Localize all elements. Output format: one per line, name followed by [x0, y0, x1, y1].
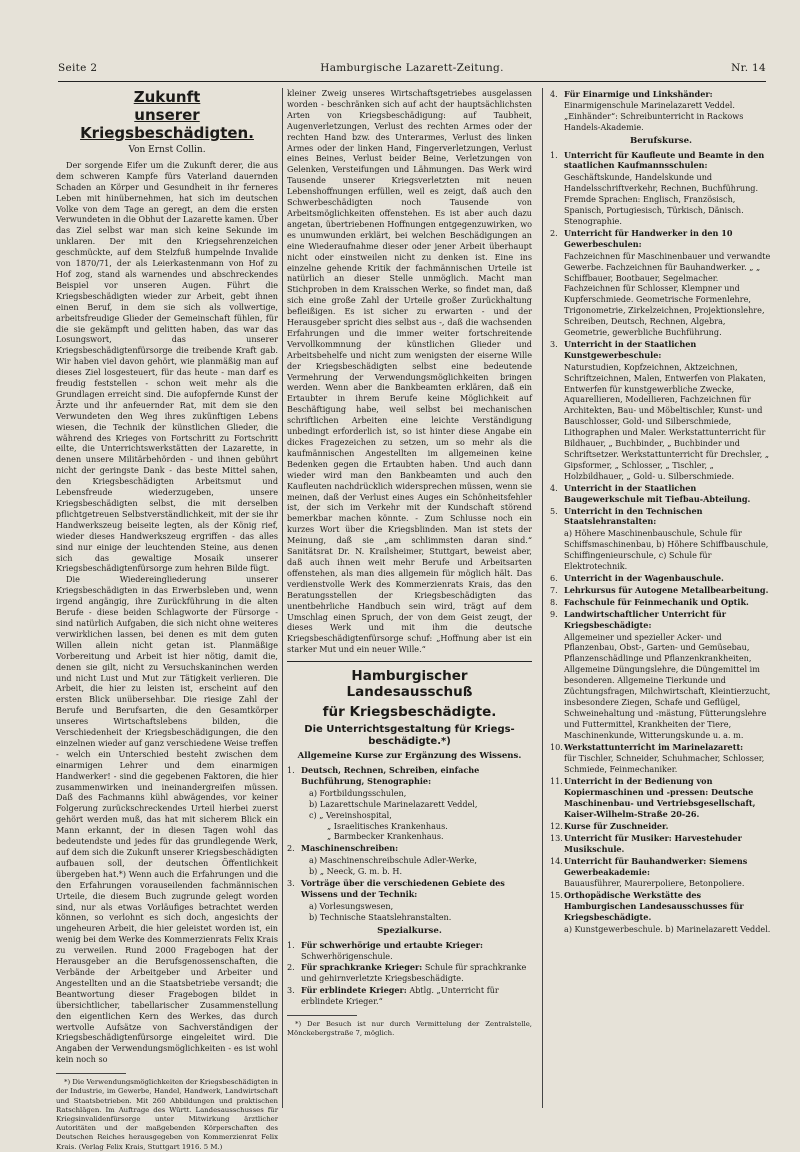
- course-item: 11. Unterricht in der Bedienung von Kopiermaschinen und -pressen: Deutsche Maschinenbau- und Vertriebsgesellschaft, Kaiser-Wilhelm-Straße 20-26.: [550, 776, 756, 819]
- course-line: b) „ Neeck, G. m. b. H.: [309, 866, 403, 877]
- course-item: 6. Unterricht in der Wagenbauschule.: [550, 572, 724, 583]
- course-item: 1. Deutsch, Rechnen, Schreiben, einfache Buchführung, Stenographie:: [287, 765, 480, 786]
- footnote: *) Der Besuch ist nur durch Vermittelung der Zentralstelle, Mönckebergstraße 7, möglich.: [287, 1020, 532, 1038]
- page-header: [58, 62, 766, 78]
- course-line: c) „ Vereinshospital,: [309, 809, 392, 820]
- course-line: b) Lazarettschule Marinelazarett Veddel,: [309, 798, 478, 809]
- header-rule: [58, 81, 766, 82]
- course-item: 5. Unterricht in den Technischen Staatslehranstalten:: [550, 505, 703, 527]
- column-divider: [542, 88, 543, 1108]
- footnote-rule: [56, 1073, 126, 1074]
- course-line: a) Vorlesungswesen,: [309, 900, 394, 911]
- course-item: 4. Für Einarmige und Linkshänder: Einarmigenschule Marinelazarett Veddel. „Einhänder“: Schreibunterricht in Rackows Handels-Akademie.: [550, 89, 744, 132]
- course-line: a) Maschinenschreibschule Adler-Werke,: [309, 855, 477, 866]
- course-line: „ Barmbecker Krankenhaus.: [327, 831, 444, 842]
- course-detail: Naturstudien, Kopfzeichnen, Aktzeichnen, Schriftzeichnen, Malen, Entwerfen von Plakaten, Entwerfen für kunstgewerbliche Zwecke, Aquarellieren, Modellieren, Fachzeichnen für Architekten, Bau- und Möbeltischler, Kunst- und Bauschlosser, Gold- und Silberschmiede, Lithographen und Maler. Werkstattunterricht für Bildhauer, „ Buchbinder, „ Buchbinder und Schriftsetzer. Werkstattunterricht für Drechsler, „ Gipsformer, „ Schlosser, „ Tischler, „ Holzbildhauer, „ Gold- u. Silberschmiede.: [564, 361, 770, 481]
- course-item: 8. Fachschule für Feinmechanik und Optik.: [550, 596, 749, 607]
- article-title: Hamburgischer Landesausschuß: [346, 668, 473, 701]
- course-item: 2. Für sprachkranke Krieger: Schule für sprachkranke und gehirnverletzte Kriegsbeschädigte.: [287, 962, 527, 984]
- column-3: [550, 88, 772, 1108]
- article-subtitle: beschädigte.*): [368, 736, 451, 748]
- course-item: 9. Landwirtschaftlicher Unterricht für Kriegsbeschädigte:: [550, 608, 726, 630]
- course-item: 7. Lehrkursus für Autogene Metallbearbeitung.: [550, 584, 769, 595]
- article-paragraph: Die Wiedereingliederung unserer Kriegsbeschädigten in das Erwerbsleben und, wenn irgend angängig, ihre Zurückführung in die alten Berufe - diese beiden Schlagworte der Fürsorge - sind natürlich Aufgaben, die sich nicht ohne weiteres verwirklichen lassen, bei denen es mit dem guten Willen allein nicht getan ist. Planmäßige Vorbereitung und Arbeit ist hier nötig, damit die, denen sie gilt, nicht zu Versuchskaninchen werden und nicht Lust und Mut zur Tätigkeit verlieren. Die Arbeit, die hier zu leisten ist, erscheint auf den ersten Blick unübersehbar. Die riesige Zahl der Berufe und Berufsarten, die den Gesamtkörper unseres Wirtschaftslebens bilden, die Verschiedenheit der Kriegsbeschädigungen, die den einzelnen wieder auf ganz verschiedene Weise treffen - welch ein Unterschied besteht zwischen dem einarmigen Lehrer und dem einarmigen Handwerker! - sind die gegebenen Faktoren, die hier zusammenwirken und ineinandergreifen müssen. Daß des Fachmanns kühl abwägendes, vor keiner Folgerung zurückschreckendes Urteil hierbei zuerst gehört werden muß, das hat mit sicherem Blick ein Mann erkannt, der in diesen Tagen wohl das bedeutendste und jedes für das grundlegende Werk, auf dem sich die Zukunft unserer Kriegsbeschädigten aufbauen soll, der deutschen Öffentlichkeit übergeben hat.*) Wenn auch die Erfahrungen und die den Erfahrungen vorauseilenden fachmännischen Urteile, die diesem Buch zugrunde gelegt worden sind, nur als etwas Vorläufiges betrachtet werden können, so verlohnt es sich doch, angesichts der ungeheuren Arbeit, die hier geleistet worden ist, ein wenig bei dem Werke des Kommerzienrats Felix Krais zu verweilen. Rund 2000 Fragebogen hat der Herausgeber an die Berufsgenossenschaften, die Verbände der Arbeitgeber und Arbeiter und Angestellten und an die Staatsbetriebe versandt; die Beantwortung dieser Fragebogen bildet in übersichtlicher, tabellarischer Zusammenstellung den eigentlichen Kern des Werkes, das durch wertvolle Aufsätze von Sachverständigen der Kriegsbeschädigtenfürsorge eingeleitet wird. Die Angaben der Verwendungsmöglichkeiten - es ist wohl kein noch so: [56, 574, 278, 1065]
- issue-number: Nr. 14: [731, 62, 766, 74]
- article-subtitle: Die Unterrichtsgestaltung für Kriegs-: [304, 724, 515, 736]
- article-title: unserer Kriegsbeschädigten.: [80, 106, 254, 142]
- column-divider: [282, 88, 283, 1108]
- course-item: 2. Maschinenschreiben:: [287, 843, 399, 854]
- course-item: 2. Unterricht für Handwerker in den 10 Gewerbeschulen:: [550, 227, 733, 249]
- section-heading: Allgemeine Kurse zur Ergänzung des Wissens.: [297, 751, 522, 762]
- article-title: Zukunft: [133, 88, 201, 106]
- course-detail: a) Höhere Maschinenbauschule, Schule für Schiffsmaschinenbau, b) Höhere Schiffbauschule, Schiffingenieurschule, c) Schule für Elektrotechnik.: [564, 528, 769, 572]
- course-detail: a) Kunstgewerbeschule. b) Marinelazarett Veddel.: [564, 924, 771, 935]
- course-detail: für Tischler, Schneider, Schuhmacher, Schlosser, Schmiede, Feinmechaniker.: [564, 753, 765, 775]
- course-detail: Bauausführer, Maurerpoliere, Betonpoliere.: [564, 878, 745, 889]
- course-item: 1. Unterricht für Kaufleute und Beamte in den staatlichen Kaufmannsschulen:: [550, 149, 765, 171]
- course-detail: Fachzeichnen für Maschinenbauer und verwandte Gewerbe. Fachzeichnen für Bauhandwerker. „ „ Schiffbauer, Bootbauer, Segelmacher. Fachzeichnen für Schlosser, Klempner und Kupferschmiede. Geometrische Formenlehre, Trigonometrie, Zirkelzeichnen, Projektionslehre, Schreiben, Deutsch, Rechnen, Algebra, Geometrie, gewerbliche Buchführung.: [564, 250, 771, 338]
- course-item: 1. Für schwerhörige und ertaubte Krieger: Schwerhörigenschule.: [287, 939, 484, 961]
- column-2: [287, 88, 532, 1108]
- course-item: 15. Orthopädische Werkstätte des Hamburgischen Landesausschusses für Kriegsbeschädigte.: [550, 890, 744, 923]
- course-item: 3. Vorträge über die verschiedenen Gebiete des Wissens und der Technik:: [287, 878, 505, 899]
- article-title: für Kriegsbeschädigte.: [322, 704, 497, 721]
- course-item: 14. Unterricht für Bauhandwerker: Siemens Gewerbeakademie:: [550, 855, 748, 877]
- course-item: 13. Unterricht für Musiker: Harvestehuder Musikschule.: [550, 832, 742, 854]
- section-heading: Berufskurse.: [629, 135, 693, 146]
- course-item: 3. Unterricht in der Staatlichen Kunstgewerbeschule:: [550, 338, 697, 360]
- course-detail: Geschäftskunde, Handelskunde und Handelsschriftverkehr, Rechnen, Buchführung. Fremde Sprachen: Englisch, Französisch, Spanisch, Portugiesisch, Türkisch, Dänisch. Stenographie.: [564, 172, 759, 226]
- article-paragraph: Der sorgende Eifer um die Zukunft derer, die aus dem schweren Kampfe fürs Vaterland dauernden Schaden an Körper und Gesundheit in ihr ferneres Leben mit hinübernehmen, hat sich im deutschen Volke von dem Tage an geregt, an dem die ersten Verwundeten in die Obhut der Lazarette kamen. Über das Ziel selbst war man sich keine Sekunde im unklaren. Der mit den Kriegsehrenzeichen geschmückte, auf dem Stelzfuß humpelnde Invalide von 1870/71, der als Leierkastenmann von Hof zu Hof zog, stand als warnendes und abschreckendes Beispiel vor unseren Augen. Führt die Kriegsbeschädigten wieder zur Arbeit, gebt ihnen einen Beruf, in dem sie sich als vollwertige, arbeitsfreudige Glieder der Gemeinschaft fühlen, für die sie gekämpft und gelitten haben, das war das Losungswort, das unserer Kriegsbeschädigtenfürsorge die treibende Kraft gab. Wir haben viel davon gehört, wie planmäßig man auf dieses Ziel losgesteuert, für das heute - man darf es freudig feststellen - schon weit mehr als die Grundlagen erreicht sind. Die aufopfernde Kunst der Ärzte und ihr anfeuernder Rat, mit dem sie den Verwundeten den Weg ihres zukünftigen Lebens wiesen, die Technik der künstlichen Glieder, die während des Krieges von Fortschritt zu Fortschritt eilte, die Unterrichtswerkstätten der Lazarette, in denen unsere Militärbehörden - und ihnen gebührt nicht der geringste Dank - das beste Mittel sahen, den Kriegsbeschädigten Arbeitsmut und Lebensfreude wiederzugeben, unsere Kriegsbeschädigten selbst, die mit derselben pflichtgetreuen Selbstverständlichkeit, mit der sie ihr Handwerkszeug beiseite legten, als der König rief, wieder dieses Handwerkszeug ergriffen - das alles sind nur einige der leuchtenden Steine, aus denen sich das gewaltige Mosaik unserer Kriegsbeschädigtenfürsorge zum hehren Bilde fügt.: [56, 159, 278, 574]
- newspaper-title: Hamburgische Lazarett-Zeitung.: [320, 62, 504, 74]
- course-line: „ Israelitisches Krankenhaus.: [327, 820, 448, 831]
- course-detail: Allgemeiner und spezieller Acker- und Pflanzenbau, Obst-, Garten- und Gemüsebau, Pflanzenschädlinge und Pflanzenkrankheiten, Allgemeine Düngungslehre, die Düngemittel im besonderen. Allgemeine Tierkunde und Züchtungsfragen, Milchwirtschaft, Kleintierzucht, insbesondere Ziegen, Schafe und Geflügel, Schweinehaltung und -mästung, Fütterungslehre und Futtermittel, Krankheiten der Tiere, Maschinenkunde, Witterungskunde u. a. m.: [564, 631, 771, 740]
- course-item: 3. Für erblindete Krieger: Abtlg. „Unterricht für erblindete Krieger.“: [287, 985, 499, 1007]
- course-line: b) Technische Staatslehranstalten.: [309, 911, 452, 922]
- page-number: Seite 2: [58, 62, 98, 74]
- article-author: Von Ernst Collin.: [128, 145, 206, 155]
- footnote-rule: [287, 1015, 357, 1016]
- course-item: 4. Unterricht in der Staatlichen Baugewerkschule mit Tiefbau-Abteilung.: [550, 482, 751, 504]
- section-heading: Spezialkurse.: [377, 925, 442, 936]
- course-item: 10. Werkstattunterricht im Marinelazarett:: [550, 741, 744, 752]
- section-separator: [287, 661, 532, 662]
- footnote: *) Die Verwendungsmöglichkeiten der Kriegsbeschädigten in der Industrie, im Gewerbe, Handel, Handwerk, Landwirtschaft und Staatsbetrieben. Mit 260 Abbildungen und praktischen Ratschlägen. Im Auftrage des Württ. Landesausschusses für Kriegsinvalidenfürsorge unter Mitwirkung ärztlicher Autoritäten und der maßgebenden Körperschaften des Deutschen Reiches herausgegeben von Kommerzienrat Felix Krais. (Verlag Felix Krais, Stuttgart 1916. 5 M.): [56, 1078, 278, 1151]
- article-paragraph: kleiner Zweig unseres Wirtschaftsgetriebes ausgelassen worden - beschränken sich auf acht der hauptsächlichsten Arten von Kriegsbeschädigung: auf Taubheit, Augenverletzungen, Verlust des rechten Armes oder der rechten Hand bzw. des Unterarmes, Verlust des linken Armes oder der linken Hand, Fingerverletzungen, Verlust eines Beines, Verlust beider Beine, Verletzungen von Gelenken, Versteifungen und Lähmungen. Das Werk wird Tausende unserer Kriegsverletzten mit neuen Lebenshoffnungen erfüllen, weil es zeigt, daß auch den Schwerbeschädigten noch Tausende von Arbeitsmöglichkeiten offenstehen. Es ist aber auch dazu angetan, übertriebenen Hoffnungen entgegenzuwirken, wo es unumwunden erklärt, bei welchen Beschädigungen an eine Wiederaufnahme dieser oder jener Arbeit überhaupt nicht oder einstweilen nicht zu denken ist. Eine ins einzelne gehende Kritik der fachmännischen Urteile ist natürlich an dieser Stelle unmöglich. Macht man Stichproben in dem Kraisschen Werke, so findet man, daß sich eine große Zahl der Urteile großer Zurückhaltung befleißigen. Es ist sicher zu erwarten - und der Herausgeber spricht dies selbst aus -, daß die wachsenden Erfahrungen und die immer weiter fortschreitende Vervollkommnung der künstlichen Glieder und Arbeitsbehelfe und nicht zum wenigsten der eiserne Wille der Kriegsbeschädigten selbst eine bedeutende Vermehrung der Verwendungsmöglichkeiten bringen werden. Wenn aber die Bankbeamten erklären, daß ein Ertaubter in ihrem Berufe keine Möglichkeit auf Beschäftigung habe, weil selbst bei mechanischen schriftlichen Arbeiten eine leichte Verständigung unbedingt erforderlich ist, so ist hinter diese Angabe ein dickes Fragezeichen zu setzen, um so mehr als die kaufmännischen Angestellten im allgemeinen keine Bedenken gegen die Ertaubten haben. Und auch dann wieder wird man den Bankbeamten und auch den Kaufleuten nachdrücklich widersprechen müssen, wenn sie meinen, daß der Verlust eines Auges ein Schönheitsfehler ist, der sich im Verkehr mit der Kundschaft störend bemerkbar machen könnte. - Zum Schlusse noch ein kurzes Wort über die Kriegsblinden. Man ist stets der Meinung, daß sie „am schlimmsten daran sind.“ Sanitätsrat Dr. N. Krailsheimer, Stuttgart, beweist aber, daß auch ihnen weit mehr Berufe und Arbeitsarten offenstehen, als man dies allgemein für möglich hält. Das verdienstvolle Werk des Kommerzienrats Krais, das den Beratungsstellen der Kriegsbeschädigten das unentbehrliche Handbuch sein wird, trägt auf dem Umschlag einen Spruch, der von dem Geist zeugt, der dieses Werk und mit ihm die deutsche Kriegsbeschädigtenfürsorge schuf: „Hoffnung aber ist ein starker Mut und ein neuer Wille.“: [287, 88, 532, 655]
- course-line: a) Fortbildungsschulen,: [309, 787, 407, 798]
- course-item: 12. Kurse für Zuschneider.: [550, 820, 669, 831]
- column-1: [56, 88, 278, 1151]
